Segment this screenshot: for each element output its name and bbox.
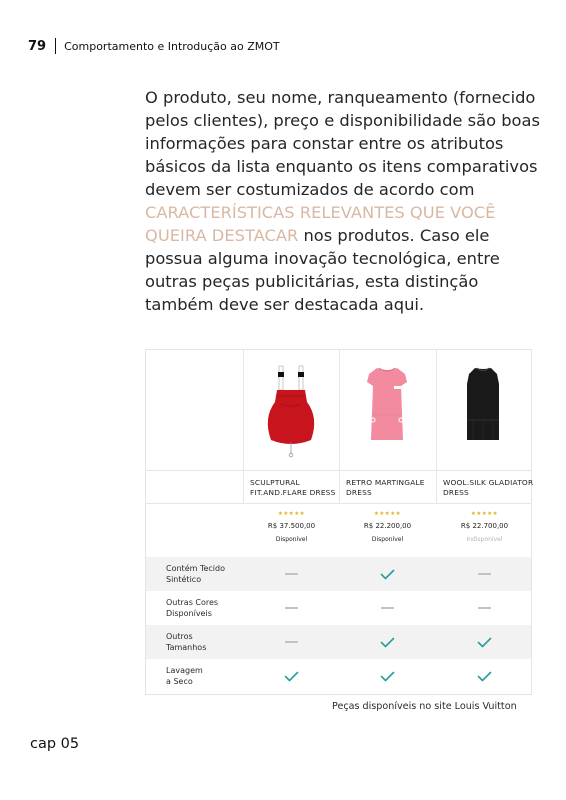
body-text-end: nos produtos. Caso ele possua alguma inovação tecnológica, entre outras peças publicitárias, esta distinção também deve ser destacada aqui. (145, 226, 500, 314)
availability-status: Disponível (371, 536, 404, 543)
product-name[interactable]: SCULPTURAL FIT.AND.FLARE DRESS (250, 478, 336, 497)
body-highlight: CARACTERÍSTICAS RELEVANTES QUE VOCÊ QUEIRA DESTACAR (145, 203, 496, 245)
product-price: R$ 22.700,00 (460, 522, 509, 530)
product-name[interactable]: RETRO MARTINGALE DRESS (346, 478, 425, 497)
rating-stars: ★★★★★ (373, 511, 402, 517)
dash-icon (339, 591, 436, 625)
row-divider (146, 503, 531, 504)
check-icon (243, 659, 340, 693)
dash-icon (436, 557, 533, 591)
rating-stars: ★★★★★ (470, 511, 499, 517)
product-price: R$ 22.200,00 (363, 522, 412, 530)
product-info (339, 510, 436, 543)
feature-label: Outros Tamanhos (166, 632, 207, 652)
red-dress-icon (251, 360, 331, 460)
comparison-table (145, 349, 532, 695)
chapter-title: Comportamento e Introdução ao ZMOT (64, 39, 280, 53)
availability-status: Indisponível (466, 536, 503, 543)
body-paragraph (145, 86, 540, 316)
check-icon (436, 659, 533, 693)
product-info (436, 510, 533, 543)
dash-icon (243, 591, 340, 625)
body-text-start: O produto, seu nome, ranqueamento (fornecido pelos clientes), preço e disponibilidade são boas informações para constar entre os atributos básicos da lista enquanto os itens comparativos devem ser costumizados de acordo com (145, 88, 540, 199)
feature-label: Outras Cores Disponíveis (166, 598, 219, 618)
row-divider (146, 470, 531, 471)
dash-icon (243, 557, 340, 591)
page-number: 79 (28, 38, 47, 54)
product-name[interactable]: WOOL.SILK GLADIATOR DRESS (443, 478, 534, 497)
column-divider (243, 350, 244, 503)
check-icon (339, 625, 436, 659)
product-info (243, 510, 340, 543)
image-caption: Peças disponíveis no site Louis Vuitton (332, 701, 517, 712)
rating-stars: ★★★★★ (277, 511, 306, 517)
check-icon (339, 557, 436, 591)
availability-status: Disponível (275, 536, 308, 543)
feature-label: Lavagem a Seco (166, 666, 203, 686)
check-icon (436, 625, 533, 659)
pink-dress-icon (347, 360, 427, 460)
page-header (28, 38, 280, 54)
feature-label: Contém Tecido Sintético (166, 564, 225, 584)
check-icon (339, 659, 436, 693)
dash-icon (243, 625, 340, 659)
header-divider (55, 38, 56, 54)
product-price: R$ 37.500,00 (267, 522, 316, 530)
black-dress-icon (443, 360, 523, 460)
dash-icon (436, 591, 533, 625)
chapter-footer: cap 05 (30, 736, 80, 752)
